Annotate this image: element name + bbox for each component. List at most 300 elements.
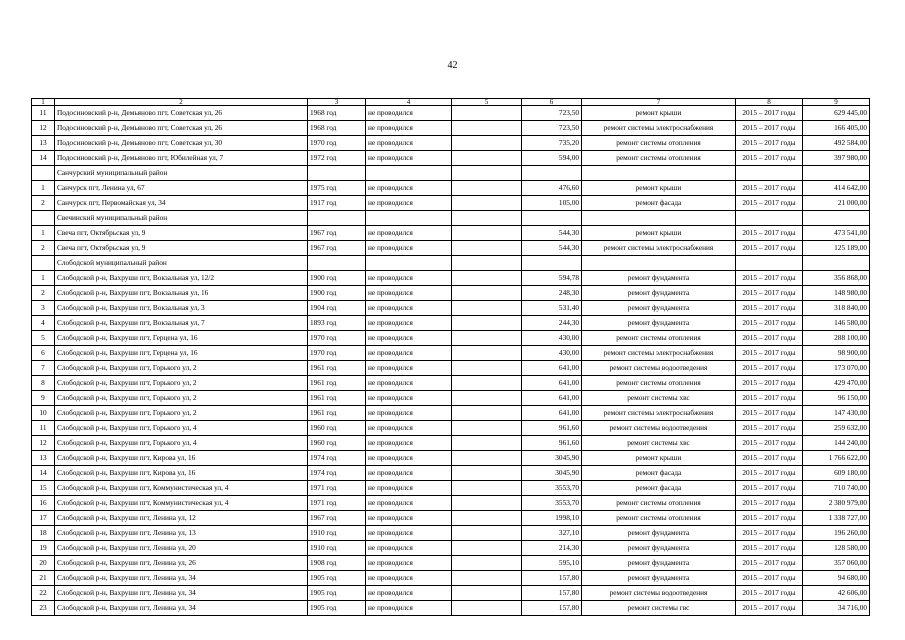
cost-cell: 96 150,00 — [803, 391, 870, 406]
blank-cell — [308, 166, 366, 181]
work-type-cell: ремонт фундамента — [582, 571, 736, 586]
table-row — [32, 241, 870, 256]
address-cell: Слободской р-н, Вахруши пгт, Герцена ул, 16 — [55, 346, 308, 361]
district-row — [32, 166, 870, 181]
last-repair-cell: не проводился — [366, 346, 452, 361]
construction-year-cell: 1968 год — [308, 121, 366, 136]
last-repair-cell: не проводился — [366, 451, 452, 466]
work-type-cell: ремонт фундамента — [582, 286, 736, 301]
period-cell: 2015 – 2017 годы — [736, 361, 803, 376]
table-row — [32, 586, 870, 601]
row-number-cell: 16 — [32, 496, 55, 511]
row-number-cell: 3 — [32, 301, 55, 316]
construction-year-cell: 1971 год — [308, 496, 366, 511]
period-cell: 2015 – 2017 годы — [736, 151, 803, 166]
work-type-cell: ремонт крыши — [582, 226, 736, 241]
area-cell: 214,30 — [522, 541, 582, 556]
last-repair-cell: не проводился — [366, 301, 452, 316]
construction-year-cell: 1970 год — [308, 136, 366, 151]
last-repair-cell: не проводился — [366, 571, 452, 586]
address-cell: Слободской р-н, Вахруши пгт, Горького ул, 2 — [55, 361, 308, 376]
last-repair-cell: не проводился — [366, 136, 452, 151]
construction-year-cell: 1974 год — [308, 466, 366, 481]
blank-cell-cell — [452, 451, 522, 466]
last-repair-cell: не проводился — [366, 601, 452, 616]
address-cell: Слободской р-н, Вахруши пгт, Горького ул, 2 — [55, 376, 308, 391]
blank-cell — [522, 211, 582, 226]
work-type-cell: ремонт фундамента — [582, 316, 736, 331]
period-cell: 2015 – 2017 годы — [736, 271, 803, 286]
blank-cell — [366, 166, 452, 181]
construction-year-cell: 1961 год — [308, 406, 366, 421]
cost-cell: 2 380 979,00 — [803, 496, 870, 511]
construction-year-cell: 1905 год — [308, 601, 366, 616]
work-type-cell: ремонт системы водоотведения — [582, 361, 736, 376]
work-type-cell: ремонт системы водоотведения — [582, 586, 736, 601]
last-repair-cell: не проводился — [366, 406, 452, 421]
last-repair-cell: не проводился — [366, 481, 452, 496]
table-row — [32, 286, 870, 301]
row-number-cell: 14 — [32, 151, 55, 166]
period-cell: 2015 – 2017 годы — [736, 571, 803, 586]
work-type-cell: ремонт системы отопления — [582, 331, 736, 346]
work-type-cell: ремонт фасада — [582, 196, 736, 211]
last-repair-cell: не проводился — [366, 391, 452, 406]
blank-cell-cell — [452, 181, 522, 196]
area-cell: 531,40 — [522, 301, 582, 316]
blank-cell-cell — [452, 481, 522, 496]
work-type-cell: ремонт системы водоотведения — [582, 421, 736, 436]
cost-cell: 318 840,00 — [803, 301, 870, 316]
last-repair-cell: не проводился — [366, 106, 452, 121]
blank-cell — [522, 256, 582, 271]
row-number-cell: 10 — [32, 406, 55, 421]
row-number-cell: 15 — [32, 481, 55, 496]
period-cell: 2015 – 2017 годы — [736, 586, 803, 601]
construction-year-cell: 1961 год — [308, 376, 366, 391]
table-row — [32, 511, 870, 526]
construction-year-cell: 1900 год — [308, 286, 366, 301]
work-type-cell: ремонт фундамента — [582, 271, 736, 286]
area-cell: 723,50 — [522, 121, 582, 136]
cost-cell: 146 580,00 — [803, 316, 870, 331]
cost-cell: 259 632,00 — [803, 421, 870, 436]
cost-cell: 1 766 622,00 — [803, 451, 870, 466]
area-cell: 641,00 — [522, 376, 582, 391]
blank-cell — [32, 256, 55, 271]
table-row — [32, 451, 870, 466]
district-row — [32, 256, 870, 271]
construction-year-cell: 1974 год — [308, 451, 366, 466]
table-row — [32, 421, 870, 436]
cost-cell: 357 060,00 — [803, 556, 870, 571]
work-type-cell: ремонт фундамента — [582, 526, 736, 541]
blank-cell-cell — [452, 301, 522, 316]
work-type-cell: ремонт системы электроснабжения — [582, 121, 736, 136]
address-cell: Слободской р-н, Вахруши пгт, Кирова ул, 16 — [55, 466, 308, 481]
blank-cell-cell — [452, 346, 522, 361]
blank-cell-cell — [452, 151, 522, 166]
work-type-cell: ремонт системы гвс — [582, 601, 736, 616]
period-cell: 2015 – 2017 годы — [736, 106, 803, 121]
table-row — [32, 376, 870, 391]
last-repair-cell: не проводился — [366, 286, 452, 301]
table-row — [32, 346, 870, 361]
row-number-cell: 9 — [32, 391, 55, 406]
area-cell: 244,30 — [522, 316, 582, 331]
period-cell: 2015 – 2017 годы — [736, 526, 803, 541]
cost-cell: 473 541,00 — [803, 226, 870, 241]
row-number-cell: 4 — [32, 316, 55, 331]
area-cell: 3553,70 — [522, 496, 582, 511]
address-cell: Подосиновский р-н, Демьяново пгт, Советская ул, 30 — [55, 136, 308, 151]
district-row — [32, 211, 870, 226]
address-cell: Слободской р-н, Вахруши пгт, Вокзальная ул, 7 — [55, 316, 308, 331]
blank-cell-cell — [452, 316, 522, 331]
blank-cell — [452, 166, 522, 181]
table-row — [32, 121, 870, 136]
area-cell: 723,50 — [522, 106, 582, 121]
last-repair-cell: не проводился — [366, 271, 452, 286]
blank-cell-cell — [452, 601, 522, 616]
cost-cell: 21 000,00 — [803, 196, 870, 211]
blank-cell-cell — [452, 526, 522, 541]
area-cell: 476,60 — [522, 181, 582, 196]
row-number-cell: 17 — [32, 511, 55, 526]
address-cell: Подосиновский р-н, Демьяново пгт, Советская ул, 26 — [55, 121, 308, 136]
blank-cell-cell — [452, 466, 522, 481]
table-row — [32, 526, 870, 541]
row-number-cell: 21 — [32, 571, 55, 586]
area-cell: 430,00 — [522, 331, 582, 346]
construction-year-cell: 1905 год — [308, 586, 366, 601]
last-repair-cell: не проводился — [366, 511, 452, 526]
blank-cell — [582, 211, 736, 226]
address-cell: Подосиновский р-н, Демьяново пгт, Советская ул, 26 — [55, 106, 308, 121]
table-row — [32, 601, 870, 616]
table-row — [32, 316, 870, 331]
column-header: 3 — [308, 99, 366, 106]
area-cell: 594,00 — [522, 151, 582, 166]
area-cell: 248,30 — [522, 286, 582, 301]
column-header: 6 — [522, 99, 582, 106]
cost-cell: 94 680,00 — [803, 571, 870, 586]
blank-cell-cell — [452, 361, 522, 376]
cost-cell: 125 189,00 — [803, 241, 870, 256]
table-row — [32, 106, 870, 121]
column-number-row — [32, 99, 870, 106]
district-name: Санчурский муниципальный район — [55, 166, 308, 181]
row-number-cell: 14 — [32, 466, 55, 481]
area-cell: 430,00 — [522, 346, 582, 361]
blank-cell — [452, 211, 522, 226]
row-number-cell: 6 — [32, 346, 55, 361]
last-repair-cell: не проводился — [366, 541, 452, 556]
last-repair-cell: не проводился — [366, 121, 452, 136]
period-cell: 2015 – 2017 годы — [736, 301, 803, 316]
district-name: Слободской муниципальный район — [55, 256, 308, 271]
row-number-cell: 5 — [32, 331, 55, 346]
work-type-cell: ремонт системы отопления — [582, 151, 736, 166]
construction-year-cell: 1961 год — [308, 361, 366, 376]
address-cell: Слободской р-н, Вахруши пгт, Коммунистическая ул, 4 — [55, 496, 308, 511]
area-cell: 961,60 — [522, 436, 582, 451]
table-row — [32, 136, 870, 151]
address-cell: Слободской р-н, Вахруши пгт, Горького ул, 4 — [55, 421, 308, 436]
address-cell: Подосиновский р-н, Демьяново пгт, Юбилейная ул, 7 — [55, 151, 308, 166]
work-type-cell: ремонт фундамента — [582, 301, 736, 316]
table-row — [32, 271, 870, 286]
row-number-cell: 12 — [32, 436, 55, 451]
row-number-cell: 20 — [32, 556, 55, 571]
blank-cell-cell — [452, 196, 522, 211]
blank-cell-cell — [452, 586, 522, 601]
construction-year-cell: 1917 год — [308, 196, 366, 211]
district-name: Свечинский муниципальный район — [55, 211, 308, 226]
blank-cell — [736, 256, 803, 271]
blank-cell-cell — [452, 226, 522, 241]
address-cell: Слободской р-н, Вахруши пгт, Горького ул, 2 — [55, 391, 308, 406]
cost-cell: 147 430,00 — [803, 406, 870, 421]
period-cell: 2015 – 2017 годы — [736, 136, 803, 151]
cost-cell: 1 338 727,00 — [803, 511, 870, 526]
work-type-cell: ремонт системы электроснабжения — [582, 346, 736, 361]
last-repair-cell: не проводился — [366, 151, 452, 166]
cost-cell: 710 740,00 — [803, 481, 870, 496]
row-number-cell: 22 — [32, 586, 55, 601]
cost-cell: 128 580,00 — [803, 541, 870, 556]
housing-repair-table — [31, 98, 870, 616]
period-cell: 2015 – 2017 годы — [736, 331, 803, 346]
table-row — [32, 196, 870, 211]
period-cell: 2015 – 2017 годы — [736, 466, 803, 481]
table-row — [32, 466, 870, 481]
address-cell: Слободской р-н, Вахруши пгт, Горького ул, 2 — [55, 406, 308, 421]
blank-cell-cell — [452, 376, 522, 391]
construction-year-cell: 1960 год — [308, 421, 366, 436]
area-cell: 3045,90 — [522, 466, 582, 481]
address-cell: Слободской р-н, Вахруши пгт, Ленина ул, 34 — [55, 571, 308, 586]
last-repair-cell: не проводился — [366, 226, 452, 241]
row-number-cell: 2 — [32, 286, 55, 301]
blank-cell-cell — [452, 406, 522, 421]
work-type-cell: ремонт системы отопления — [582, 376, 736, 391]
column-header: 5 — [452, 99, 522, 106]
period-cell: 2015 – 2017 годы — [736, 391, 803, 406]
last-repair-cell: не проводился — [366, 241, 452, 256]
area-cell: 1998,10 — [522, 511, 582, 526]
blank-cell-cell — [452, 556, 522, 571]
address-cell: Слободской р-н, Вахруши пгт, Вокзальная ул, 16 — [55, 286, 308, 301]
work-type-cell: ремонт системы электроснабжения — [582, 406, 736, 421]
row-number-cell: 23 — [32, 601, 55, 616]
area-cell: 735,20 — [522, 136, 582, 151]
period-cell: 2015 – 2017 годы — [736, 316, 803, 331]
row-number-cell: 11 — [32, 106, 55, 121]
work-type-cell: ремонт системы хвс — [582, 391, 736, 406]
area-cell: 157,80 — [522, 586, 582, 601]
row-number-cell: 2 — [32, 241, 55, 256]
table-row — [32, 406, 870, 421]
blank-cell-cell — [452, 331, 522, 346]
construction-year-cell: 1967 год — [308, 511, 366, 526]
period-cell: 2015 – 2017 годы — [736, 481, 803, 496]
cost-cell: 414 642,00 — [803, 181, 870, 196]
last-repair-cell: не проводился — [366, 466, 452, 481]
blank-cell-cell — [452, 541, 522, 556]
blank-cell-cell — [452, 241, 522, 256]
blank-cell — [736, 211, 803, 226]
last-repair-cell: не проводился — [366, 436, 452, 451]
period-cell: 2015 – 2017 годы — [736, 226, 803, 241]
blank-cell — [32, 166, 55, 181]
blank-cell-cell — [452, 121, 522, 136]
blank-cell — [366, 256, 452, 271]
last-repair-cell: не проводился — [366, 331, 452, 346]
period-cell: 2015 – 2017 годы — [736, 241, 803, 256]
area-cell: 961,60 — [522, 421, 582, 436]
last-repair-cell: не проводился — [366, 496, 452, 511]
cost-cell: 429 470,00 — [803, 376, 870, 391]
row-number-cell: 1 — [32, 181, 55, 196]
page-number: 42 — [447, 60, 458, 71]
work-type-cell: ремонт системы электроснабжения — [582, 241, 736, 256]
table-row — [32, 361, 870, 376]
table-row — [32, 481, 870, 496]
address-cell: Слободской р-н, Вахруши пгт, Ленина ул, 20 — [55, 541, 308, 556]
work-type-cell: ремонт системы отопления — [582, 136, 736, 151]
blank-cell — [736, 166, 803, 181]
blank-cell-cell — [452, 421, 522, 436]
cost-cell: 609 180,00 — [803, 466, 870, 481]
cost-cell: 166 405,00 — [803, 121, 870, 136]
work-type-cell: ремонт крыши — [582, 106, 736, 121]
table-row — [32, 151, 870, 166]
blank-cell-cell — [452, 136, 522, 151]
last-repair-cell: не проводился — [366, 586, 452, 601]
cost-cell: 629 445,00 — [803, 106, 870, 121]
period-cell: 2015 – 2017 годы — [736, 451, 803, 466]
address-cell: Слободской р-н, Вахруши пгт, Ленина ул, 34 — [55, 601, 308, 616]
row-number-cell: 19 — [32, 541, 55, 556]
table-row — [32, 556, 870, 571]
column-header: 8 — [736, 99, 803, 106]
work-type-cell: ремонт фасада — [582, 466, 736, 481]
address-cell: Свеча пгт, Октябрьская ул, 9 — [55, 241, 308, 256]
cost-cell: 98 900,00 — [803, 346, 870, 361]
cost-cell: 148 980,00 — [803, 286, 870, 301]
construction-year-cell: 1971 год — [308, 481, 366, 496]
table-row — [32, 541, 870, 556]
period-cell: 2015 – 2017 годы — [736, 601, 803, 616]
period-cell: 2015 – 2017 годы — [736, 376, 803, 391]
row-number-cell: 13 — [32, 451, 55, 466]
period-cell: 2015 – 2017 годы — [736, 511, 803, 526]
row-number-cell: 8 — [32, 376, 55, 391]
address-cell: Слободской р-н, Вахруши пгт, Коммунистическая ул, 4 — [55, 481, 308, 496]
blank-cell-cell — [452, 391, 522, 406]
construction-year-cell: 1900 год — [308, 271, 366, 286]
construction-year-cell: 1908 год — [308, 556, 366, 571]
blank-cell-cell — [452, 271, 522, 286]
blank-cell — [32, 211, 55, 226]
construction-year-cell: 1970 год — [308, 346, 366, 361]
construction-year-cell: 1960 год — [308, 436, 366, 451]
construction-year-cell: 1893 год — [308, 316, 366, 331]
column-header: 4 — [366, 99, 452, 106]
blank-cell — [582, 166, 736, 181]
blank-cell — [308, 211, 366, 226]
row-number-cell: 1 — [32, 271, 55, 286]
blank-cell — [366, 211, 452, 226]
address-cell: Слободской р-н, Вахруши пгт, Кирова ул, 16 — [55, 451, 308, 466]
construction-year-cell: 1967 год — [308, 226, 366, 241]
address-cell: Санчурск пгт, Ленина ул, 67 — [55, 181, 308, 196]
row-number-cell: 12 — [32, 121, 55, 136]
cost-cell: 173 070,00 — [803, 361, 870, 376]
area-cell: 3553,70 — [522, 481, 582, 496]
construction-year-cell: 1961 год — [308, 391, 366, 406]
table-row — [32, 226, 870, 241]
blank-cell — [522, 166, 582, 181]
area-cell: 594,78 — [522, 271, 582, 286]
address-cell: Слободской р-н, Вахруши пгт, Ленина ул, 13 — [55, 526, 308, 541]
period-cell: 2015 – 2017 годы — [736, 541, 803, 556]
area-cell: 157,80 — [522, 571, 582, 586]
table-row — [32, 496, 870, 511]
area-cell: 105,00 — [522, 196, 582, 211]
table-row — [32, 571, 870, 586]
blank-cell-cell — [452, 106, 522, 121]
table-row — [32, 391, 870, 406]
last-repair-cell: не проводился — [366, 196, 452, 211]
work-type-cell: ремонт системы отопления — [582, 511, 736, 526]
row-number-cell: 2 — [32, 196, 55, 211]
cost-cell: 42 606,00 — [803, 586, 870, 601]
address-cell: Слободской р-н, Вахруши пгт, Ленина ул, 12 — [55, 511, 308, 526]
period-cell: 2015 – 2017 годы — [736, 421, 803, 436]
area-cell: 157,80 — [522, 601, 582, 616]
last-repair-cell: не проводился — [366, 181, 452, 196]
construction-year-cell: 1910 год — [308, 526, 366, 541]
area-cell: 641,00 — [522, 361, 582, 376]
work-type-cell: ремонт фундамента — [582, 556, 736, 571]
blank-cell — [582, 256, 736, 271]
construction-year-cell: 1968 год — [308, 106, 366, 121]
table-body — [32, 106, 870, 616]
construction-year-cell: 1905 год — [308, 571, 366, 586]
area-cell: 544,30 — [522, 241, 582, 256]
construction-year-cell: 1972 год — [308, 151, 366, 166]
construction-year-cell: 1904 год — [308, 301, 366, 316]
period-cell: 2015 – 2017 годы — [736, 496, 803, 511]
column-header: 9 — [803, 99, 870, 106]
address-cell: Слободской р-н, Вахруши пгт, Горького ул, 4 — [55, 436, 308, 451]
last-repair-cell: не проводился — [366, 376, 452, 391]
area-cell: 641,00 — [522, 406, 582, 421]
blank-cell-cell — [452, 571, 522, 586]
cost-cell: 144 240,00 — [803, 436, 870, 451]
address-cell: Слободской р-н, Вахруши пгт, Ленина ул, 34 — [55, 586, 308, 601]
blank-cell — [308, 256, 366, 271]
blank-cell — [803, 211, 870, 226]
table-row — [32, 331, 870, 346]
blank-cell-cell — [452, 496, 522, 511]
area-cell: 544,30 — [522, 226, 582, 241]
blank-cell-cell — [452, 511, 522, 526]
column-header: 2 — [55, 99, 308, 106]
work-type-cell: ремонт фасада — [582, 481, 736, 496]
